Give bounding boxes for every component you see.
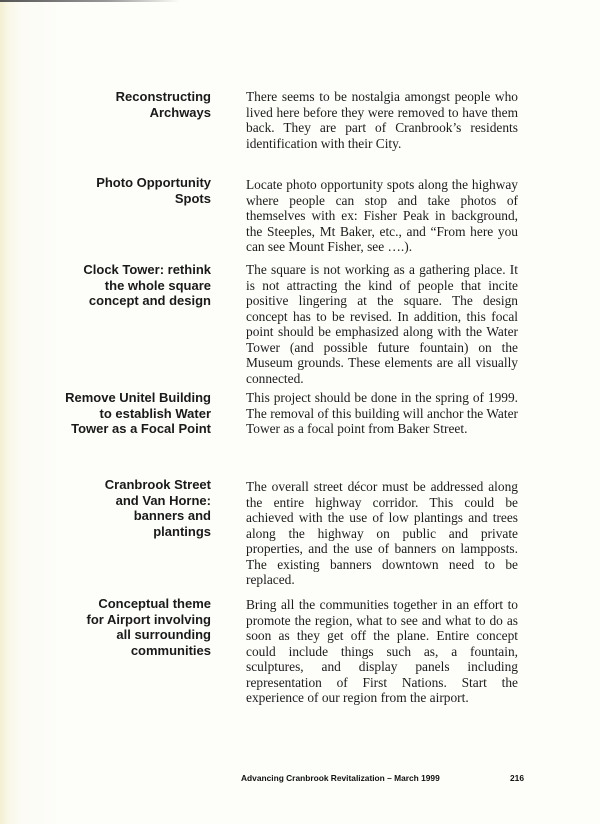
section-body: The square is not working as a gathering place. It is not attracting the kind of people that incite positive lingering at the square. The design concept has to be revised. In addition, this focal point should be emphasized along with the Water Tower (and possible future fountain) on the Museum grounds. These elements are all visually connected. xyxy=(246,262,518,386)
page-number: 216 xyxy=(510,773,524,783)
section-heading: Reconstructing Archways xyxy=(115,89,211,120)
section-heading: Remove Unitel Building to establish Water Tower as a Focal Point xyxy=(65,390,211,436)
section-body: Bring all the communities together in an effort to promote the region, what to see and what to do as soon as they get off the plane. Entire concept could include things such as, a fountain, sculptures, and display panels including representation of First Nations. Start the experience of our region from the airport. xyxy=(246,597,518,705)
section-body: Locate photo opportunity spots along the highway where people can stop and take photos of themselves with ex: Fisher Peak in background, the Steeples, Mt Baker, etc., and “From here you can see Mount Fisher, see ….). xyxy=(246,177,518,254)
footer-title: Advancing Cranbrook Revitalization – March 1999 xyxy=(241,773,440,783)
scan-edge xyxy=(0,0,180,2)
section-heading: Photo Opportunity Spots xyxy=(96,175,211,206)
section-heading: Clock Tower: rethink the whole square concept and design xyxy=(83,262,211,308)
section-body: This project should be done in the spring of 1999. The removal of this building will anchor the Water Tower as a focal point from Baker Street. xyxy=(246,390,518,436)
section-heading: Cranbrook Street and Van Horne: banners and plantings xyxy=(104,477,211,539)
section-body: The overall street décor must be addressed along the entire highway corridor. This could be achieved with the use of low plantings and trees along the highway on public and private properties, and the use of banners on lampposts. The existing banners downtown need to be replaced. xyxy=(246,479,518,587)
section-heading: Conceptual theme for Airport involving all surrounding communities xyxy=(86,596,211,658)
section-body: There seems to be nostalgia amongst people who lived here before they were removed to have them back. They are part of Cranbrook’s residents identification with their City. xyxy=(246,89,518,151)
